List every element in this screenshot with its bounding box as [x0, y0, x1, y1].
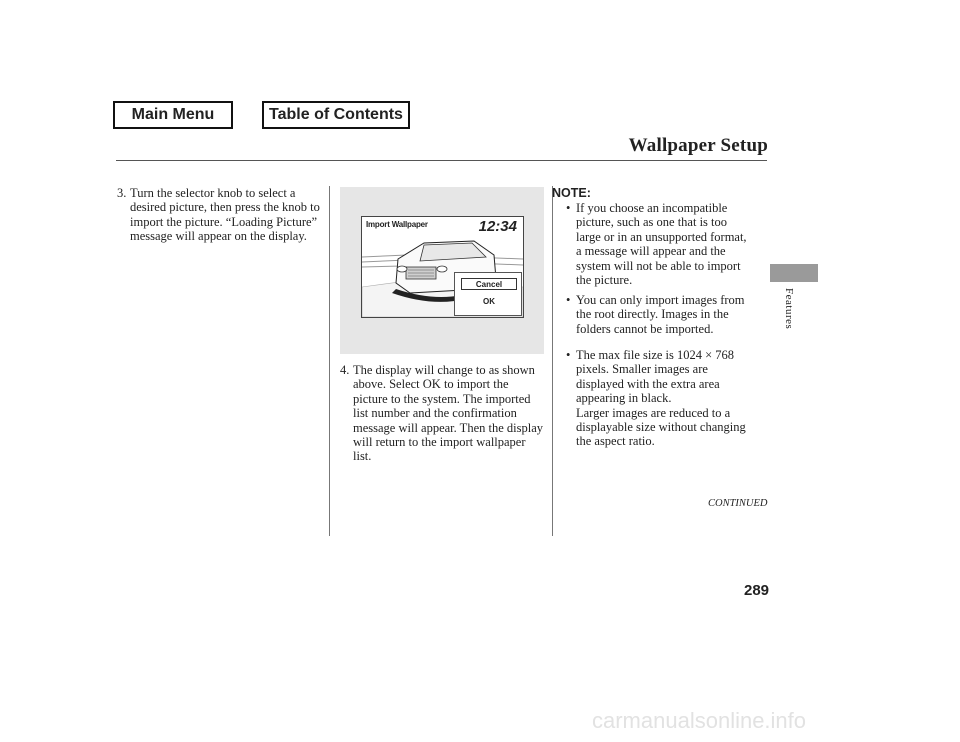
- cancel-button[interactable]: Cancel: [461, 278, 517, 290]
- note-heading: NOTE:: [552, 186, 591, 200]
- watermark: carmanualsonline.info: [592, 708, 807, 733]
- bullet-icon: •: [566, 293, 571, 307]
- screen-title: Import Wallpaper: [366, 220, 428, 229]
- note-item-text: You can only import images from the root directly. Images in the folders cannot be imported.: [576, 293, 745, 336]
- step-number: 4.: [340, 363, 350, 377]
- section-tab: [770, 264, 818, 282]
- page-title: Wallpaper Setup: [628, 135, 768, 156]
- section-label: Features: [783, 288, 795, 330]
- bullet-icon: •: [566, 201, 571, 215]
- column-divider-left: [329, 186, 330, 536]
- page-number: 289: [744, 582, 770, 599]
- import-dialog: [454, 272, 522, 316]
- step-number: 3.: [117, 186, 127, 200]
- note-item-text: The max file size is 1024 × 768 pixels. Smaller images are displayed with the extra area appearing in black. Larger images are reduced to a displayable size without changing the aspect ratio.: [576, 348, 746, 449]
- note-item-text: If you choose an incompatible picture, such as one that is too large or in an unsupported format, a message will appear and the system will not be able to import the picture.: [576, 201, 747, 288]
- step-text: Turn the selector knob to select a desired picture, then press the knob to import the picture. “Loading Picture” message will appear on the display.: [130, 186, 320, 244]
- bullet-icon: •: [566, 348, 571, 362]
- step-text: The display will change to as shown above. Select OK to import the picture to the system. The imported list number and the confirmation message will appear. Then the display will return to the import wallpaper list.: [353, 363, 543, 464]
- table-of-contents-button[interactable]: Table of Contents: [262, 101, 410, 129]
- header-divider: [116, 160, 767, 161]
- column-divider-right: [552, 186, 553, 536]
- navigation-screen: [361, 216, 524, 318]
- screen-clock: 12:34: [478, 218, 517, 235]
- continued-label: CONTINUED: [708, 498, 768, 509]
- ok-button[interactable]: OK: [483, 296, 495, 306]
- main-menu-button[interactable]: Main Menu: [113, 101, 233, 129]
